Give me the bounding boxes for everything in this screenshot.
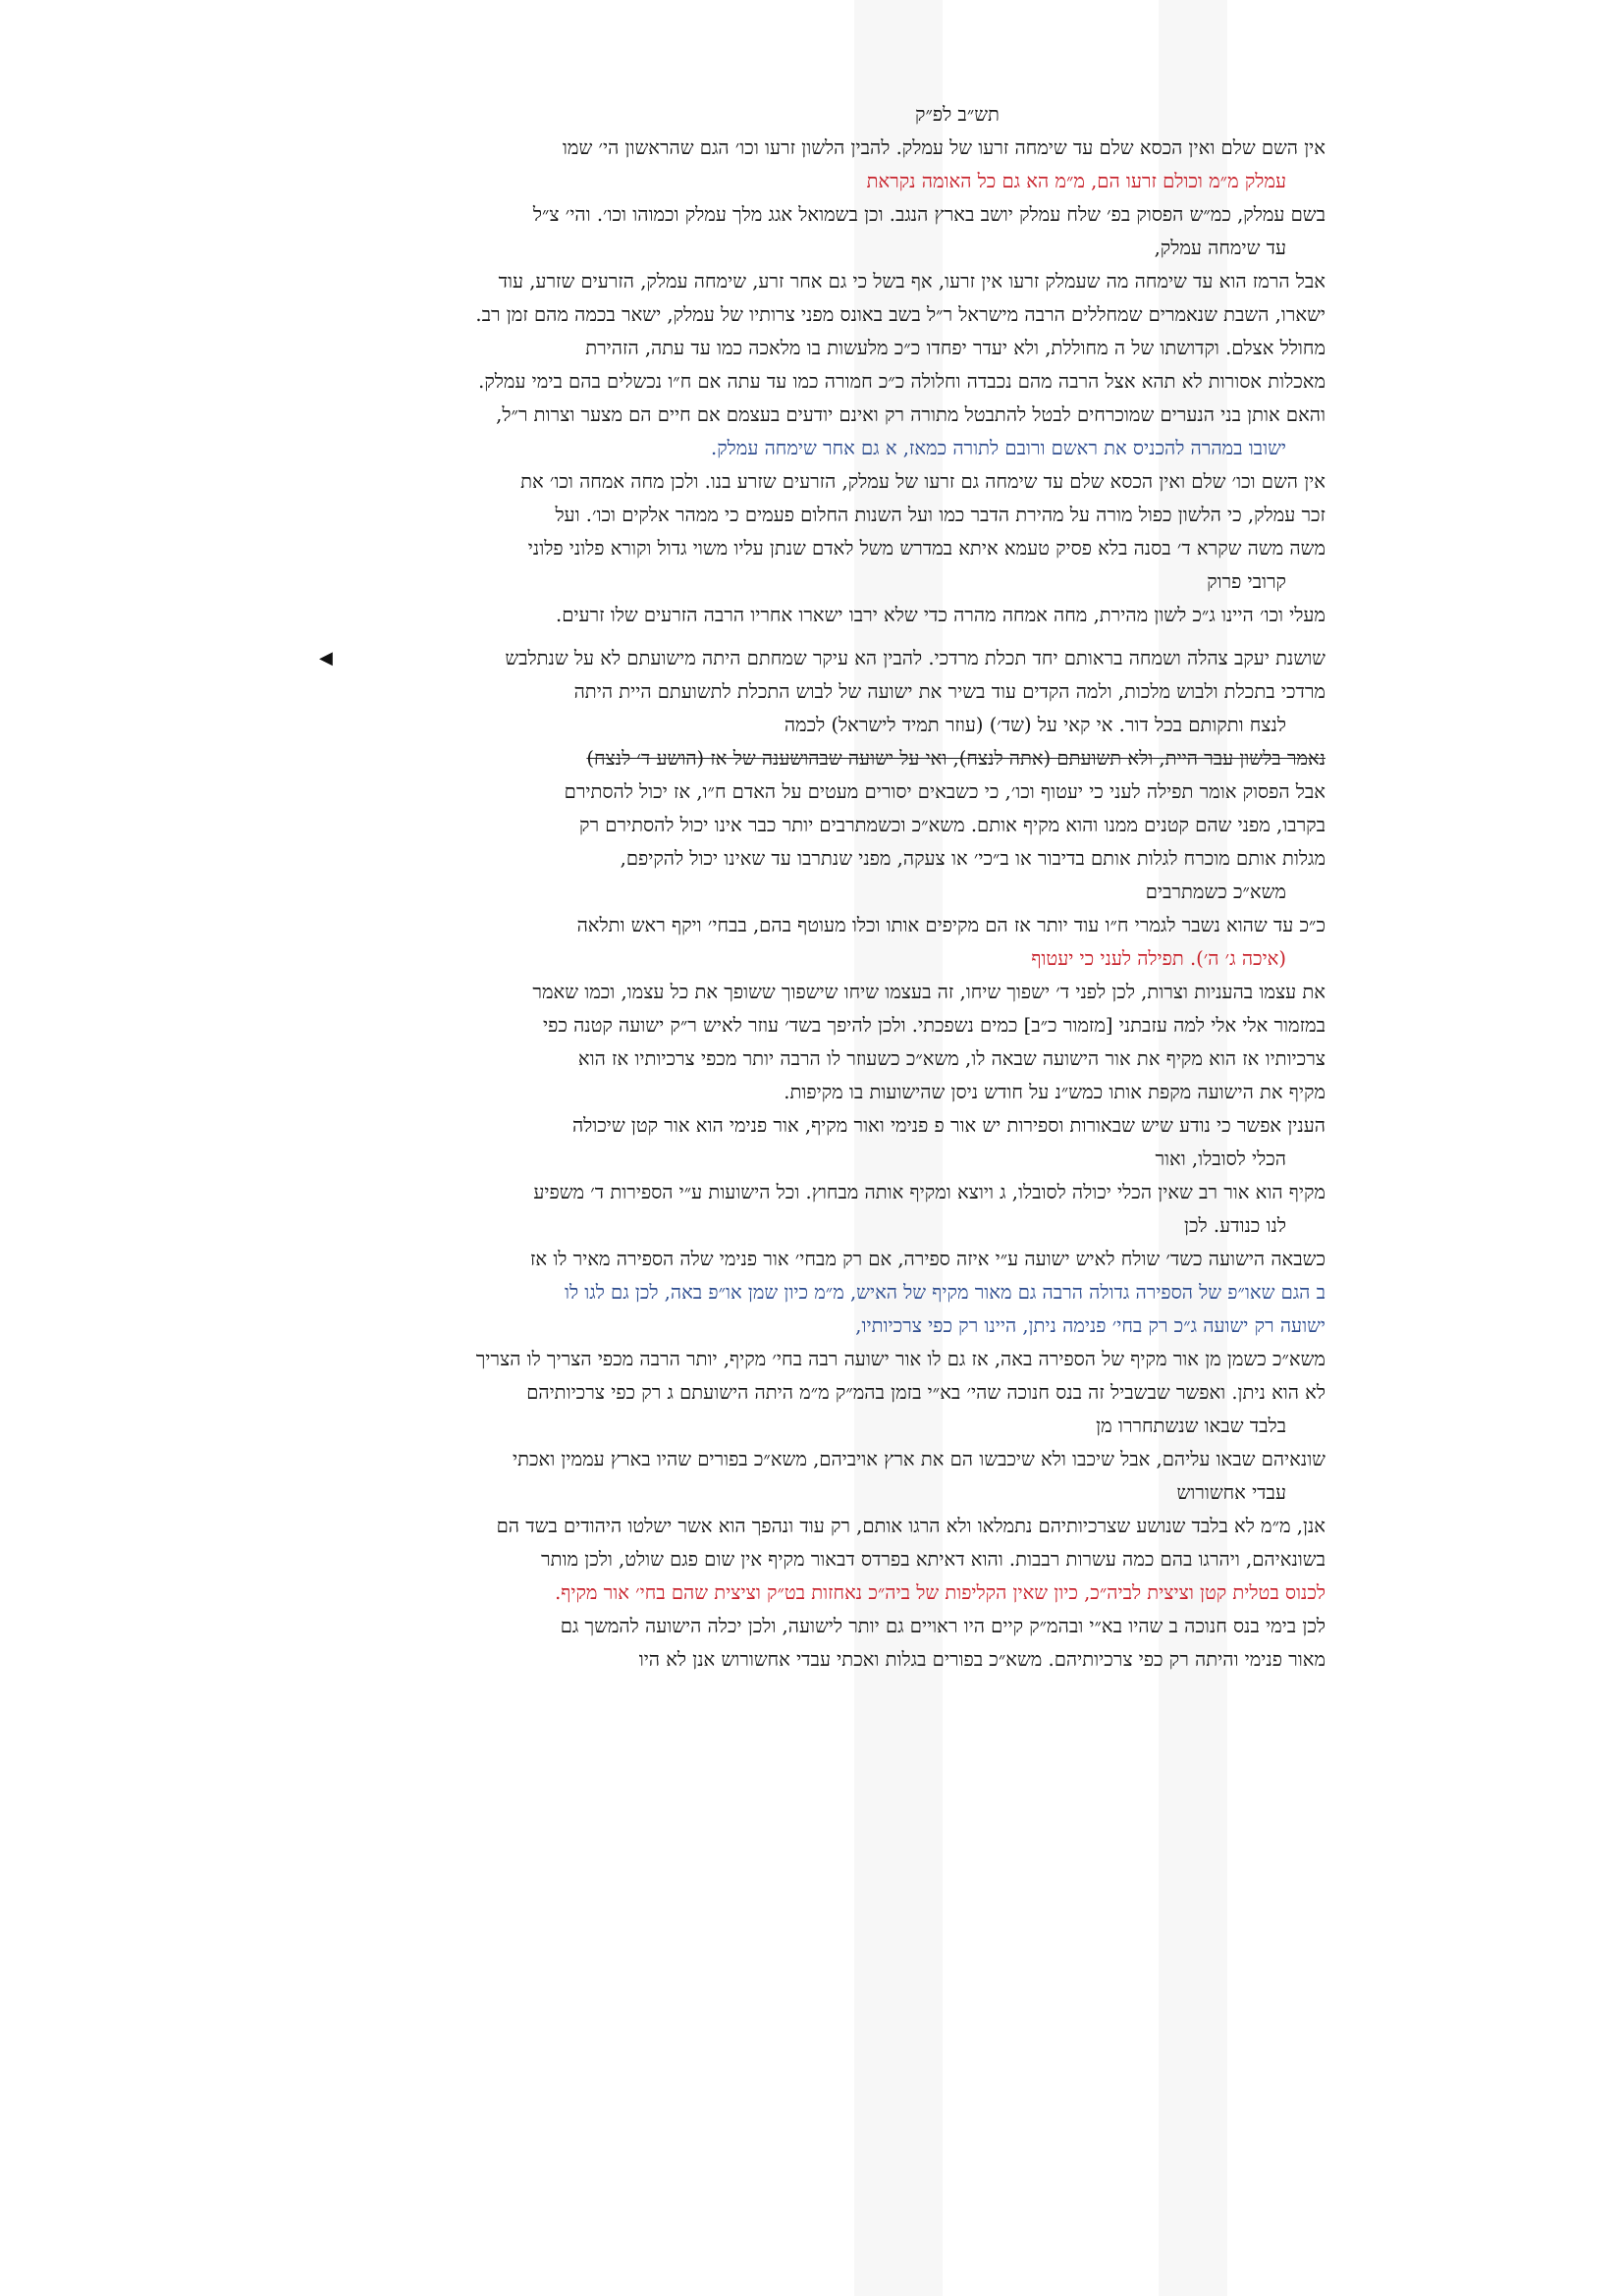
document-heading: תש״ב לפ״ק [915, 103, 1000, 126]
text-line: מעלי וכו׳ היינו ג״כ לשון מהירת, מחה אמחה מהרה כדי שלא ירבו ישארו אחריו הרבה הזרעים שלו זרעים. [556, 604, 1325, 626]
text-line: מאור פנימי והיתה רק כפי צרכיותיהם. משא״כ בפורים בגלות ואכתי עבדי אחשורוש אנן לא היו [638, 1648, 1325, 1671]
text-line: ב הגם שאו״פ של הספירה גדולה הרבה גם מאור מקיף של האיש, מ״מ כיון שמן או״פ באה, לכן גם לגו לו [564, 1281, 1325, 1304]
text-line [319, 642, 1325, 675]
text-line: לא הוא ניתן. ואפשר שבשביל זה בנס חנוכה שהי׳ בא״י בזמן בהמ״ק מ״מ היתה הישועתם ג רק כפי צרכיותיהם [526, 1381, 1325, 1404]
text-line: כשבאה הישועה כשד׳ שולח לאיש ישועה ע״י איזה ספירה, אם רק מבחי׳ אור פנימי שלה הספירה מאיר לו אז [529, 1248, 1325, 1270]
document-page [319, 98, 1325, 1677]
text-line: מחולל אצלם. וקדושתו של ה מחוללת, ולא יעדר יפחדו כ״כ מלעשות בו מלאכה כמו עד עתה, הזהירת [585, 337, 1325, 359]
text-line: בלבד שבאו שנשתחררו מן [1096, 1415, 1286, 1437]
text-line: ישועה רק ישועה ג״כ רק בחי׳ פנימה ניתן, היינו רק כפי צרכיותיו, [855, 1314, 1325, 1337]
text-line: בשם עמלק, כמ״ש הפסוק בפ׳ שלח עמלק יושב בארץ הנגב. וכן בשמואל אגג מלך עמלק וכמוהו וכו׳. והי׳ צ״ל [532, 203, 1325, 226]
text-line: מגלות אותם מוכרח לגלות אותם בדיבור או ב״כי׳ או צעקה, מפני שנתרבו עד שאינו יכול להקיפם, [620, 847, 1325, 870]
text-line: לכנוס בטלית קטן וציצית לביה״כ, כיון שאין הקליפות של ביה״כ נאחזות בט״ק וציצית שהם בחי׳ אור מקיף. [555, 1581, 1325, 1604]
text-line: שונאיהם שבאו עליהם, אבל שיכבו ולא שיכבשו הם את ארץ אויביהם, משא״כ בפורים שהיו בארץ עממין ואכתי [513, 1448, 1325, 1470]
text-line: בשונאיהם, ויהרגו בהם כמה עשרות רבבות. והוא דאיתא בפרדס דבאור מקיף אין שום פגם שולט, ולכן מותר [541, 1548, 1325, 1571]
text-line: ישובו במהרה להכניס את ראשם ורובם לתורה כמאז, א גם אחר שימחה עמלק. [711, 437, 1286, 459]
text-line: עבדי אחשורוש [1176, 1481, 1286, 1504]
text-line: לכן בימי בנס חנוכה ב שהיו בא״י ובהמ״ק קיים היו ראויים גם יותר לישועה, ולכן יכלה הישועה להמשך גם [560, 1615, 1325, 1637]
text-line-content: שושנת יעקב צהלה ושמחה בראותם יחד תכלת מרדכי. להבין הא עיקר שמחתם היתה מישועתם לא על שנתלבש [505, 647, 1325, 669]
text-line: ישארו, השבת שנאמרים שמחללים הרבה מישראל ר״ל בשב באונס מפני צרותיו של עמלק, ישאר בכמה מהם זמן רב. [475, 303, 1325, 326]
text-line: אין השם וכו׳ שלם ואין הכסא שלם עד שימחה גם זרעו של עמלק, הזרעים שזרע בנו. ולכן מחה אמחה וכו׳ את [520, 470, 1325, 493]
text-line: קרובי פרוק [1207, 570, 1286, 593]
text-line: את עצמו בהעניות וצרות, לכן לפני ד׳ ישפוך שיחו, זה בעצמו שיחו שישפוך ששופך את כל עצמו, וכמו שאמר [532, 981, 1325, 1003]
text-line: (איכה ג׳ ה׳). תפילה לעני כי יעטוף [1031, 947, 1286, 970]
text-line: אנן, מ״מ לא בלבד שנושע שצרכיותיהם נתמלאו ולא הרגו אותם, רק עוד ונהפך הוא אשר ישלטו היהודים בשד הם [496, 1515, 1325, 1537]
text-line: כ״כ עד שהוא נשבר לגמרי ח״ו עוד יותר אז הם מקיפים אותו וכלו מעוטף בהם, בבחי׳ ויקף ראש ותלאה [576, 914, 1325, 936]
paragraph-arrow-icon: ◀ [319, 648, 333, 668]
text-line: הענין אפשר כי נודע שיש שבאורות וספירות יש אור פ פנימי ואור מקיף, אור פנימי הוא אור קטן שיכולה [571, 1114, 1325, 1137]
text-line: עמלק מ״מ וכולם זרעו הם, מ״מ הא גם כל האומה נקראת [866, 170, 1286, 192]
text-line: אבל הרמז הוא עד שימחה מה שעמלק זרעו אין זרעו, אף בשל כי גם אחר זרע, שימחה עמלק, הזרעים שזרע, עוד [498, 270, 1325, 293]
text-line: בקרבו, מפני שהם קטנים ממנו והוא מקיף אותם. משא״כ וכשמתרבים יותר כבר אינו יכול להסתירם רק [579, 814, 1325, 836]
text-line: לנצח ותקותם בכל דור. אי קאי על (שד׳) (עוזר תמיד לישראל) לכמה [784, 714, 1286, 736]
text-line: אבל הפסוק אומר תפילה לעני כי יעטוף וכו׳, כי כשבאים יסורים מעטים על האדם ח״ו, אז יכול להסתירם [564, 780, 1325, 803]
text-line: משה משה שקרא ד׳ בסנה בלא פסיק טעמא איתא במדרש משל לאדם שנתן עליו משוי גדול וקורא פלוני פלוני [527, 537, 1325, 560]
text-line: מרדכי בתכלת ולבוש מלכות, ולמה הקדים עוד בשיר את ישועה של לבוש התכלת לתשועתם היית היתה [573, 680, 1325, 703]
paragraph-gap [344, 632, 1325, 642]
text-line: משא״כ כשמתרבים [1145, 881, 1286, 903]
text-line: במזמור אלי אלי למה עזבתני [מזמור כ״ב] כמים נשפכתי. ולכן להיפך בשד׳ עוזר לאיש ר״ק ישועה קטנה כפי [543, 1014, 1325, 1037]
text-line: זכר עמלק, כי הלשון כפול מורה על מהירת הדבר כמו ועל השנות החלום פעמים כי ממהר אלקים וכו׳. ועל [555, 504, 1325, 526]
text-line: מקיף הוא אור רב שאין הכלי יכולה לסובלו, ג ויוצא ומקיף אותה מבחוץ. וכל הישועות ע״י הספירות ד׳ משפיע [533, 1181, 1325, 1203]
text-line: נאמר בלשון עבר היית, ולא תשועתם (אתה לנצח), ואי על ישועה שבהושענה של אז (הושע ד׳ לנצח) [586, 747, 1325, 770]
text-line: לנו כנודע. לכן [1184, 1214, 1286, 1237]
text-line: משא״כ כשמן מן אור מקיף של הספירה באה, אז גם לו אור ישועה רבה בחי׳ מקיף, יותר הרבה מכפי הצריך לו הצריך [475, 1348, 1325, 1370]
text-line: עד שימחה עמלק, [1154, 237, 1286, 259]
text-line: והאם אותן בני הנערים שמוכרחים לבטל להתבטל מתורה רק ואינם יודעים בעצמם אם חיים הם מצער וצרות ר״ל, [496, 403, 1325, 426]
text-line: הכלי לסובלו, ואור [1155, 1148, 1286, 1170]
text-line: צרכיותיו אז הוא מקיף את אור הישועה שבאה לו, משא״כ כשעוזר לו הרבה יותר מכפי צרכיותיו אז הוא [577, 1047, 1325, 1070]
text-line: מקיף את הישועה מקפת אותו כמש״נ על חודש ניסן שהישועות בו מקיפות. [784, 1081, 1325, 1103]
text-line: אין השם שלם ואין הכסא שלם עד שימחה זרעו של עמלק. להבין הלשון זרעו וכו׳ הגם שהראשון הי׳ שמו [562, 136, 1325, 159]
text-line: מאכלות אסורות לא תהא אצל הרבה מהם נכבדה וחלולה כ״כ חמורה כמו עד עתה אם ח״ו נכשלים בהם בימי עמלק. [478, 370, 1325, 393]
